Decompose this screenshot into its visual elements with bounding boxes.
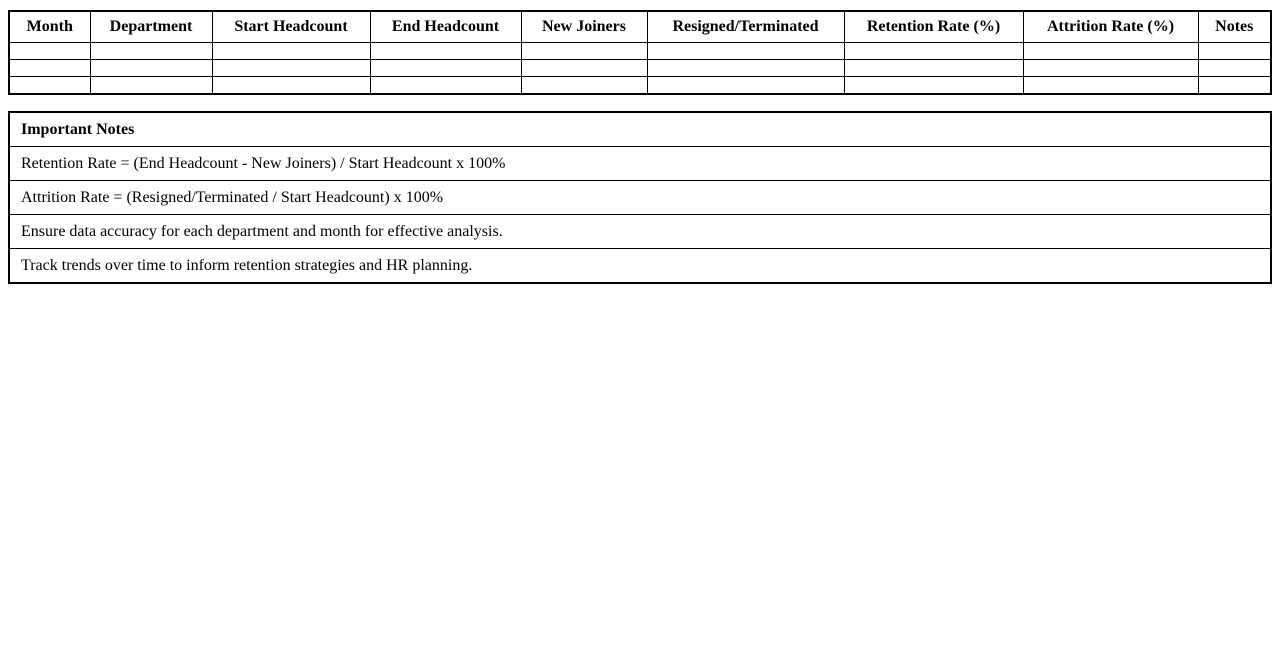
empty-cell	[212, 77, 370, 95]
notes-header-cell: Important Notes	[9, 112, 1271, 147]
empty-cell	[90, 77, 212, 95]
empty-cell	[212, 60, 370, 77]
header-cell-attrition-rate: Attrition Rate (%)	[1023, 11, 1198, 43]
note-retention-formula: Retention Rate = (End Headcount - New Joiners) / Start Headcount x 100%	[9, 147, 1271, 181]
empty-cell	[370, 77, 521, 95]
empty-cell	[1023, 60, 1198, 77]
note-data-accuracy: Ensure data accuracy for each department and month for effective analysis.	[9, 215, 1271, 249]
header-cell-notes: Notes	[1198, 11, 1271, 43]
empty-cell	[370, 60, 521, 77]
notes-header-row	[9, 112, 1271, 147]
empty-cell	[9, 60, 90, 77]
empty-cell	[521, 60, 647, 77]
header-cell-department: Department	[90, 11, 212, 43]
empty-cell	[1198, 43, 1271, 60]
empty-cell	[844, 77, 1023, 95]
headcount-header-row	[9, 11, 1271, 43]
empty-cell	[90, 43, 212, 60]
empty-cell	[521, 77, 647, 95]
empty-cell	[647, 77, 844, 95]
headcount-empty-row	[9, 60, 1271, 77]
empty-cell	[521, 43, 647, 60]
empty-cell	[1023, 43, 1198, 60]
header-cell-end-headcount: End Headcount	[370, 11, 521, 43]
headcount-table	[8, 10, 1272, 95]
empty-cell	[370, 43, 521, 60]
note-attrition-formula: Attrition Rate = (Resigned/Terminated / Start Headcount) x 100%	[9, 181, 1271, 215]
header-cell-resigned-terminated: Resigned/Terminated	[647, 11, 844, 43]
header-cell-new-joiners: New Joiners	[521, 11, 647, 43]
important-notes-table	[8, 111, 1272, 284]
empty-cell	[90, 60, 212, 77]
empty-cell	[9, 43, 90, 60]
document-page	[0, 0, 1278, 284]
note-row	[9, 181, 1271, 215]
note-row	[9, 215, 1271, 249]
empty-cell	[647, 60, 844, 77]
note-row	[9, 249, 1271, 284]
header-cell-start-headcount: Start Headcount	[212, 11, 370, 43]
note-track-trends: Track trends over time to inform retention strategies and HR planning.	[9, 249, 1271, 284]
empty-cell	[844, 43, 1023, 60]
headcount-empty-rows	[9, 43, 1271, 95]
empty-cell	[1198, 77, 1271, 95]
empty-cell	[844, 60, 1023, 77]
headcount-empty-row	[9, 43, 1271, 60]
empty-cell	[9, 77, 90, 95]
empty-cell	[212, 43, 370, 60]
note-row	[9, 147, 1271, 181]
empty-cell	[647, 43, 844, 60]
header-cell-retention-rate: Retention Rate (%)	[844, 11, 1023, 43]
header-cell-month: Month	[9, 11, 90, 43]
headcount-empty-row	[9, 77, 1271, 95]
empty-cell	[1198, 60, 1271, 77]
empty-cell	[1023, 77, 1198, 95]
